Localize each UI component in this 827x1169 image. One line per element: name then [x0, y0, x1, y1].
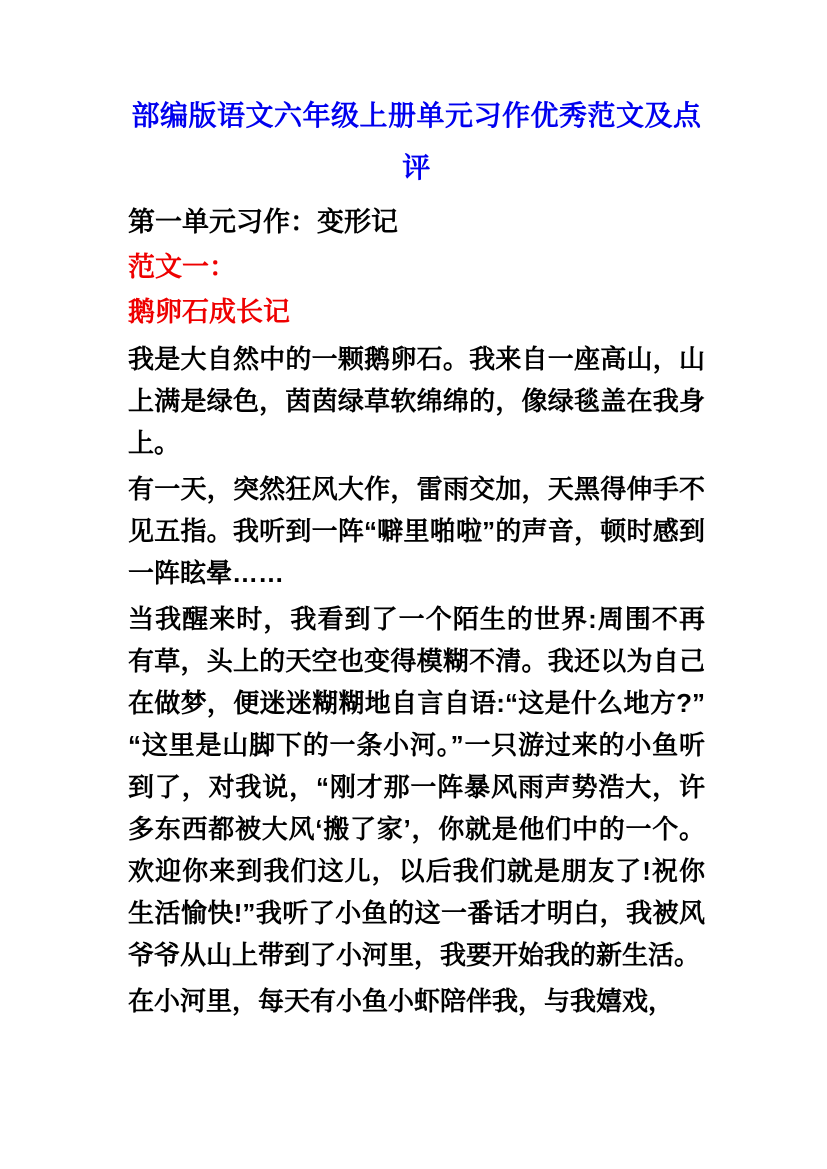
- document-title: 部编版语文六年级上册单元习作优秀范文及点评: [131, 100, 702, 183]
- essay-paragraph-2: 有一天，突然狂风大作，雷雨交加，天黑得伸手不见五指。我听到一阵“噼里啪啦”的声音，顿时感到一阵眩晕……: [128, 474, 705, 588]
- essay-paragraph-1: 我是大自然中的一颗鹅卵石。我来自一座高山，山上满是绿色，茵茵绿草软绵绵的，像绿毯盖在我身上。: [128, 344, 705, 458]
- unit-heading: 第一单元习作：变形记: [128, 207, 398, 237]
- essay-paragraph-4: 在小河里，每天有小鱼小虾陪伴我，与我嬉戏，: [128, 986, 675, 1016]
- sample-label: 范文一：: [128, 252, 236, 282]
- essay-body: [128, 338, 705, 1022]
- essay-paragraph-3: 当我醒来时，我看到了一个陌生的世界:周围不再有草，头上的天空也变得模糊不清。我还以为自己在做梦，便迷迷糊糊地自言自语:“这是什么地方?”“这里是山脚下的一条小河。”一只游过来的小鱼听到了，对我说，“刚才那一阵暴风雨声势浩大，许多东西都被大风‘搬了家’，你就是他们中的一个。欢迎你来到我们这儿，以后我们就是朋友了!祝你生活愉快!”我听了小鱼的这一番话才明白，我被风爷爷从山上带到了小河里，我要开始我的新生活。: [128, 604, 705, 970]
- essay-title: 鹅卵石成长记: [128, 297, 290, 327]
